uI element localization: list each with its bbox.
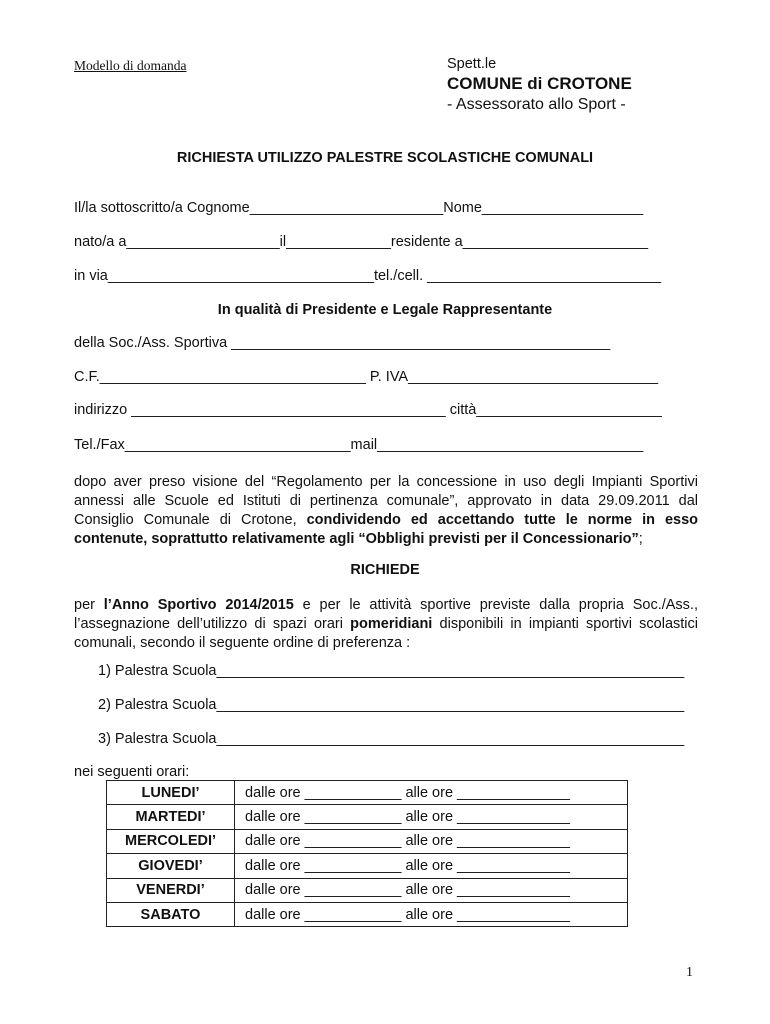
schedule-row <box>107 878 628 902</box>
schedule-day: MARTEDI’ <box>107 805 235 829</box>
intro-text: dopo aver preso visione del “Regolamento per la concessione in uso degli Impianti Sportivi annessi alle Scuole ed Istituti di pertinenza comunale”, approvato in data 29.09.2011 dal Consiglio Comunale di Crotone, <box>74 474 698 528</box>
association-tax-line: C.F._________________________________ P. IVA_______________________________ <box>74 369 659 385</box>
schedule-day: SABATO <box>107 902 235 926</box>
schedule-time: dalle ore ____________ alle ore ______________ <box>235 854 628 878</box>
intro-text-bold: condividendo ed accettando tutte le norme in esso contenute, soprattutto relativamente agli “Obblighi previsti per il Concessionario” <box>74 512 699 547</box>
association-address-line: indirizzo _______________________________________ città_______________________ <box>74 402 662 418</box>
gym-preference-2: 2) Palestra Scuola__________________________________________________________ <box>98 697 685 713</box>
page-number: 1 <box>686 965 693 980</box>
document-title: RICHIESTA UTILIZZO PALESTRE SCOLASTICHE COMUNALI <box>176 150 594 166</box>
schedule-time: dalle ore ____________ alle ore ______________ <box>235 829 628 853</box>
schedule-time: dalle ore ____________ alle ore ______________ <box>235 781 628 805</box>
request-afternoon: pomeridiani <box>350 616 433 632</box>
intro-paragraph <box>74 473 698 549</box>
model-label: Modello di domanda <box>74 58 187 73</box>
role-heading: In qualità di Presidente e Legale Rappresentante <box>217 302 553 318</box>
schedule-time: dalle ore ____________ alle ore ______________ <box>235 805 628 829</box>
intro-text-end: ; <box>638 531 643 547</box>
schedule-day: VENERDI’ <box>107 878 235 902</box>
association-contact-line: Tel./Fax____________________________mail_________________________________ <box>74 437 644 453</box>
association-name-line: della Soc./Ass. Sportiva _______________________________________________ <box>74 335 611 351</box>
request-text-3: disponibili in impianti sportivi scolastici comunali, secondo il seguente ordine di preferenza : <box>74 616 698 651</box>
addressee-name: COMUNE di CROTONE <box>447 74 632 93</box>
schedule-day: LUNEDI’ <box>107 781 235 805</box>
schedule-time: dalle ore ____________ alle ore ______________ <box>235 878 628 902</box>
applicant-address-line: in via_________________________________tel./cell. _____________________________ <box>74 268 662 284</box>
request-text-2: e per le attività sportive previste dalla propria Soc./Ass., l’assegnazione dell’utilizzo di spazi orari <box>74 597 698 632</box>
gym-preference-1: 1) Palestra Scuola__________________________________________________________ <box>98 663 685 679</box>
gym-preference-3: 3) Palestra Scuola__________________________________________________________ <box>98 731 685 747</box>
schedule-label: nei seguenti orari: <box>74 764 190 780</box>
schedule-row <box>107 854 628 878</box>
schedule-time: dalle ore ____________ alle ore ______________ <box>235 902 628 926</box>
schedule-day: GIOVEDI’ <box>107 854 235 878</box>
schedule-day: MERCOLEDI’ <box>107 829 235 853</box>
request-heading: RICHIEDE <box>350 562 420 578</box>
schedule-row <box>107 829 628 853</box>
schedule-row <box>107 805 628 829</box>
schedule-row <box>107 902 628 926</box>
request-text-1: per <box>74 597 104 613</box>
applicant-birth-line: nato/a a___________________il_____________residente a_______________________ <box>74 234 649 250</box>
request-season: l’Anno Sportivo 2014/2015 <box>103 597 294 613</box>
schedule-table <box>106 780 628 927</box>
applicant-name-line: Il/la sottoscritto/a Cognome________________________Nome____________________ <box>74 200 644 216</box>
addressee-dept: - Assessorato allo Sport - <box>447 96 626 113</box>
schedule-row <box>107 781 628 805</box>
request-paragraph <box>74 596 698 653</box>
addressee-salutation: Spett.le <box>447 56 497 72</box>
